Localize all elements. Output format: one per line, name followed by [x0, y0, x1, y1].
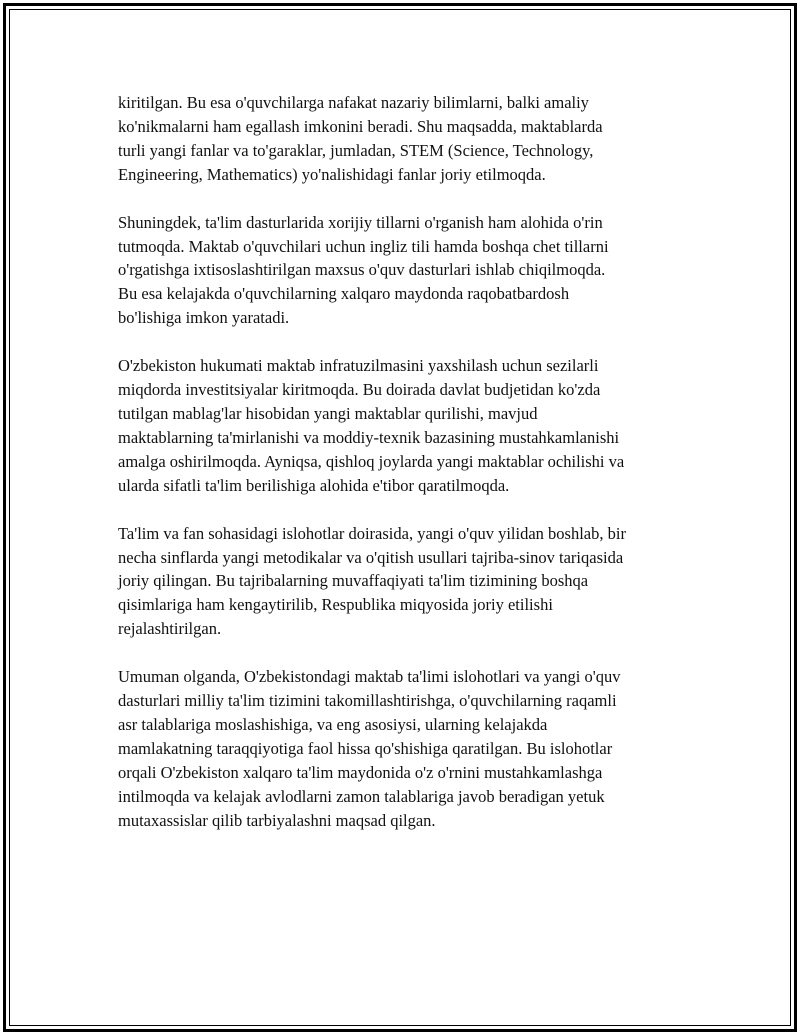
- text-line: tutmoqda. Maktab o'quvchilari uchun ingliz tili hamda boshqa chet tillarni: [118, 236, 609, 256]
- text-line: mutaxassislar qilib tarbiyalashni maqsad qilgan.: [118, 810, 436, 830]
- text-line: Engineering, Mathematics) yo'nalishidagi fanlar joriy etilmoqda.: [118, 164, 546, 184]
- text-line: Bu esa kelajakda o'quvchilarning xalqaro maydonda raqobatbardosh: [118, 284, 570, 304]
- text-line: bo'lishiga imkon yaratadi.: [118, 308, 290, 328]
- text-line: Shuningdek, ta'lim dasturlarida xorijiy tillarni o'rganish ham alohida o'rin: [118, 212, 603, 232]
- paragraph-3: [118, 354, 688, 497]
- paragraph-1: [118, 91, 688, 187]
- text-line: maktablarning ta'mirlanishi va moddiy-texnik bazasining mustahkamlanishi: [118, 427, 620, 447]
- text-line: dasturlari milliy ta'lim tizimini takomillashtirishga, o'quvchilarning raqamli: [118, 691, 617, 711]
- text-line: o'rgatishga ixtisoslashtirilgan maxsus o'quv dasturlari ishlab chiqilmoqda.: [118, 260, 606, 280]
- text-line: intilmoqda va kelajak avlodlarni zamon talablariga javob beradigan yetuk: [118, 786, 605, 806]
- paragraph-4: [118, 522, 688, 642]
- text-line: miqdorda investitsiyalar kiritmoqda. Bu doirada davlat budjetidan ko'zda: [118, 380, 601, 400]
- text-line: tutilgan mablag'lar hisobidan yangi maktablar qurilishi, mavjud: [118, 403, 538, 423]
- text-line: mamlakatning taraqqiyotiga faol hissa qo'shishiga qaratilgan. Bu islohotlar: [118, 738, 613, 758]
- text-line: turli yangi fanlar va to'garaklar, jumladan, STEM (Science, Technology,: [118, 140, 594, 160]
- text-line: kiritilgan. Bu esa o'quvchilarga nafakat nazariy bilimlarni, balki amaliy: [118, 93, 589, 112]
- text-line: Ta'lim va fan sohasidagi islohotlar doirasida, yangi o'quv yilidan boshlab, bir: [118, 523, 626, 543]
- text-line: amalga oshirilmoqda. Ayniqsa, qishloq joylarda yangi maktablar ochilishi va: [118, 451, 625, 471]
- text-line: necha sinflarda yangi metodikalar va o'qitish usullari tajriba-sinov tariqasida: [118, 547, 624, 567]
- text-line: joriy qilingan. Bu tajribalarning muvaffaqiyati ta'lim tizimining boshqa: [118, 571, 589, 591]
- text-line: qisimlariga ham kengaytirilib, Respublika miqyosida joriy etilishi: [118, 595, 553, 615]
- text-line: ko'nikmalarni ham egallash imkonini beradi. Shu maqsadda, maktablarda: [118, 116, 603, 136]
- text-line: O'zbekiston hukumati maktab infratuzilmasini yaxshilash uchun sezilarli: [118, 356, 599, 376]
- document-body: [118, 91, 688, 856]
- text-line: rejalashtirilgan.: [118, 619, 222, 639]
- paragraph-2: [118, 211, 688, 331]
- paragraph-5: [118, 665, 688, 832]
- text-line: asr talablariga moslashishiga, va eng asosiysi, ularning kelajakda: [118, 714, 548, 734]
- text-line: ularda sifatli ta'lim berilishiga alohida e'tibor qaratilmoqda.: [118, 475, 510, 495]
- text-line: orqali O'zbekiston xalqaro ta'lim maydonida o'z o'rnini mustahkamlashga: [118, 762, 603, 782]
- text-line: Umuman olganda, O'zbekistondagi maktab ta'limi islohotlari va yangi o'quv: [118, 667, 621, 687]
